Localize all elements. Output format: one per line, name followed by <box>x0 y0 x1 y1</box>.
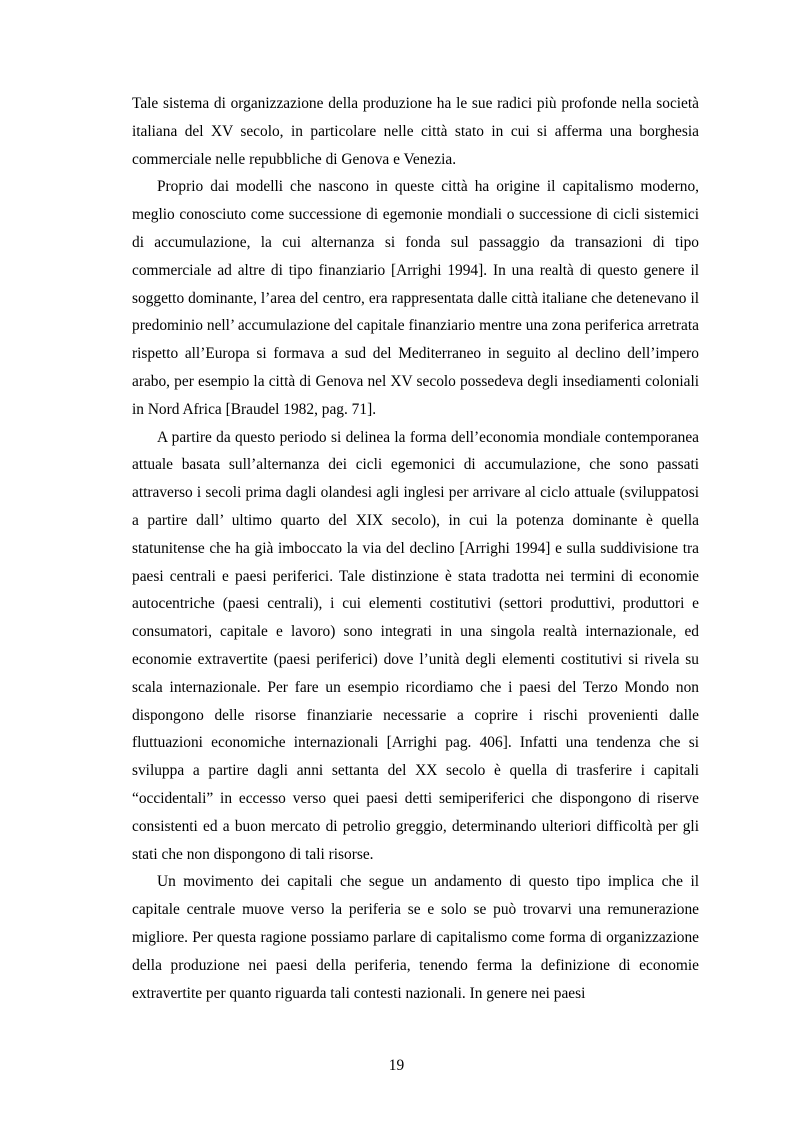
paragraph-4: Un movimento dei capitali che segue un andamento di questo tipo implica che il capitale centrale muove verso la periferia se e solo se può trovarvi una remunerazione migliore. Per questa ragione possiamo parlare di capitalismo come forma di organizzazione della produzione nei paesi della periferia, tenendo ferma la definizione di economie extravertite per quanto riguarda tali contesti nazionali. In genere nei paesi <box>132 873 699 1002</box>
paragraph-1: Tale sistema di organizzazione della produzione ha le sue radici più profonde nella società italiana del XV secolo, in particolare nelle città stato in cui si afferma una borghesia commerciale nelle repubbliche di Genova e Venezia. <box>132 95 699 168</box>
paragraph-2: Proprio dai modelli che nascono in queste città ha origine il capitalismo moderno, meglio conosciuto come successione di egemonie mondiali o successione di cicli sistemici di accumulazione, la cui alternanza si fonda sul passaggio da transazioni di tipo commerciale ad altre di tipo finanziario [Arrighi 1994]. In una realtà di questo genere il soggetto dominante, l’area del centro, era rappresentata dalle città italiane che detenevano il predominio nell’ accumulazione del capitale finanziario mentre una zona periferica arretrata rispetto all’Europa si formava a sud del Mediterraneo in seguito al declino dell’impero arabo, per esempio la città di Genova nel XV secolo possedeva degli insediamenti coloniali in Nord Africa [Braudel 1982, pag. 71]. <box>132 178 699 418</box>
page-number: 19 <box>388 1057 405 1074</box>
page-body <box>132 90 699 1007</box>
paragraph-3: A partire da questo periodo si delinea la forma dell’economia mondiale contemporanea attuale basata sull’alternanza dei cicli egemonici di accumulazione, che sono passati attraverso i secoli prima dagli olandesi agli inglesi per arrivare al ciclo attuale (sviluppatosi a partire dall’ ultimo quarto del XIX secolo), in cui la potenza dominante è quella statunitense che ha già imboccato la via del declino [Arrighi 1994] e sulla suddivisione tra paesi centrali e paesi periferici. Tale distinzione è stata tradotta nei termini di economie autocentriche (paesi centrali), i cui elementi costitutivi (settori produttivi, produttori e consumatori, capitale e lavoro) sono integrati in una singola realtà internazionale, ed economie extravertite (paesi periferici) dove l’unità degli elementi costitutivi si rivela su scala internazionale. Per fare un esempio ricordiamo che i paesi del Terzo Mondo non dispongono delle risorse finanziarie necessarie a coprire i rischi provenienti dalle fluttuazioni economiche internazionali [Arrighi pag. 406]. Infatti una tendenza che si sviluppa a partire dagli anni settanta del XX secolo è quella di trasferire i capitali “occidentali” in eccesso verso quei paesi detti semiperiferici che dispongono di riserve consistenti ed a buon mercato di petrolio greggio, determinando ulteriori difficoltà per gli stati che non dispongono di tali risorse. <box>132 428 699 863</box>
